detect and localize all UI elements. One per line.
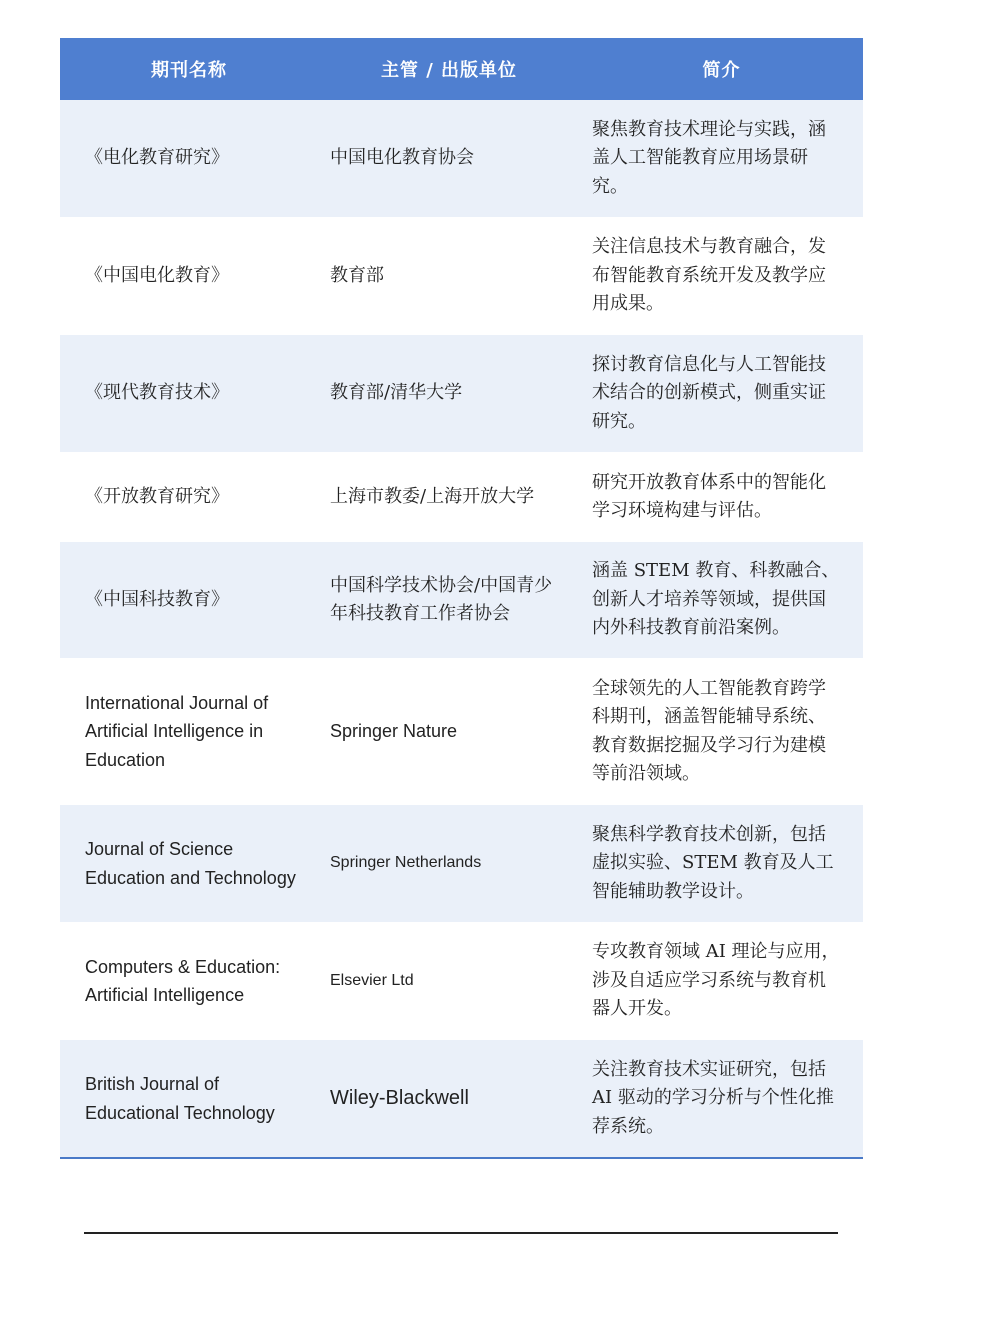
journal-intro: 关注教育技术实证研究，包括 AI 驱动的学习分析与个性化推荐系统。 — [580, 1040, 863, 1158]
journal-intro: 研究开放教育体系中的智能化学习环境构建与评估。 — [580, 452, 863, 542]
journal-intro: 探讨教育信息化与人工智能技术结合的创新模式，侧重实证研究。 — [580, 335, 863, 452]
journal-table — [60, 38, 863, 1159]
journal-name: 《开放教育研究》 — [60, 452, 318, 542]
journal-publisher: 教育部 — [318, 217, 580, 335]
journal-publisher: Springer Nature — [318, 658, 580, 805]
journal-publisher: 中国电化教育协会 — [318, 100, 580, 217]
journal-name: Journal of Science Education and Technology — [60, 805, 318, 922]
journal-publisher: 上海市教委/上海开放大学 — [318, 452, 580, 542]
journal-intro: 全球领先的人工智能教育跨学科期刊，涵盖智能辅导系统、教育数据挖掘及学习行为建模等前沿领域。 — [580, 658, 863, 805]
journal-name: 《中国科技教育》 — [60, 542, 318, 658]
journal-publisher: 教育部/清华大学 — [318, 335, 580, 452]
journal-name: 《中国电化教育》 — [60, 217, 318, 335]
header-journal-name: 期刊名称 — [60, 38, 318, 100]
journal-publisher: Elsevier Ltd — [318, 922, 580, 1040]
journal-name: International Journal of Artificial Intelligence in Education — [60, 658, 318, 805]
journal-name: Computers & Education: Artificial Intelligence — [60, 922, 318, 1040]
journal-intro: 聚焦教育技术理论与实践，涵盖人工智能教育应用场景研究。 — [580, 100, 863, 217]
table-row — [60, 100, 863, 217]
journal-name: 《电化教育研究》 — [60, 100, 318, 217]
footer-rule — [84, 1232, 838, 1234]
table-row — [60, 805, 863, 922]
table-row — [60, 452, 863, 542]
table-row — [60, 217, 863, 335]
journal-intro: 聚焦科学教育技术创新，包括虚拟实验、STEM 教育及人工智能辅助教学设计。 — [580, 805, 863, 922]
table-row — [60, 542, 863, 658]
header-publisher: 主管 / 出版单位 — [318, 38, 580, 100]
table-row — [60, 922, 863, 1040]
journal-intro: 关注信息技术与教育融合，发布智能教育系统开发及教学应用成果。 — [580, 217, 863, 335]
journal-publisher: 中国科学技术协会/中国青少年科技教育工作者协会 — [318, 542, 580, 658]
table-row — [60, 658, 863, 805]
header-intro: 简介 — [580, 38, 863, 100]
journal-name: 《现代教育技术》 — [60, 335, 318, 452]
table-header-row — [60, 38, 863, 100]
journal-publisher: Wiley-Blackwell — [318, 1040, 580, 1158]
journal-intro: 涵盖 STEM 教育、科教融合、创新人才培养等领域，提供国内外科技教育前沿案例。 — [580, 542, 863, 658]
journal-intro: 专攻教育领域 AI 理论与应用，涉及自适应学习系统与教育机器人开发。 — [580, 922, 863, 1040]
table-row — [60, 1040, 863, 1158]
table-row — [60, 335, 863, 452]
journal-publisher: Springer Netherlands — [318, 805, 580, 922]
journal-name: British Journal of Educational Technology — [60, 1040, 318, 1158]
